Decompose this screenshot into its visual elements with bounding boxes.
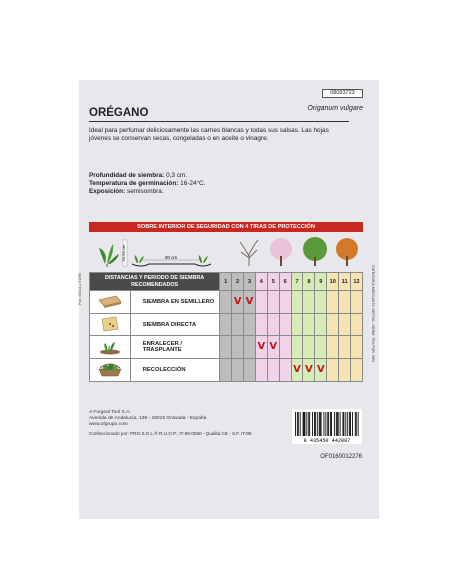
winter-tree-icon (240, 240, 258, 266)
month-header: 11 (339, 273, 351, 291)
month-cell (244, 359, 256, 382)
month-cell (291, 314, 303, 336)
month-cell (279, 291, 291, 314)
month-header: 6 (279, 273, 291, 291)
basket-icon (90, 359, 131, 382)
table-row (90, 359, 363, 382)
batch-code: OF0160012276 (320, 454, 362, 460)
month-header: 10 (327, 273, 339, 291)
month-cell (244, 314, 256, 336)
month-cell (303, 291, 315, 314)
month-header: 7 (291, 273, 303, 291)
exposure-row (89, 188, 349, 196)
month-cell (220, 336, 232, 359)
description: Ideal para perfumar deliciosamente las carnes blancas y todas sus salsas. Las hojas jóvenes se conservan secas, congeladas o en aceite o vinagre. (89, 127, 329, 143)
table-row (90, 314, 363, 336)
month-cell (327, 314, 339, 336)
product-code: 08093723 (322, 89, 363, 98)
company-website: www.ofgrupo.com (89, 422, 128, 427)
month-cell (315, 291, 327, 314)
summer-tree-icon (303, 237, 327, 266)
month-cell (232, 291, 244, 314)
check-icon: V (293, 364, 301, 375)
month-cell (351, 314, 363, 336)
temp-row (89, 180, 349, 188)
row-label: SIEMBRA DIRECTA (130, 314, 220, 336)
depth-row (89, 172, 349, 180)
month-cell (232, 359, 244, 382)
month-cell (315, 314, 327, 336)
month-cell (220, 359, 232, 382)
spacing-row: 20 cm (164, 255, 178, 260)
seed-packet-icon (90, 314, 131, 336)
spacing-col: 50-60 cm (121, 244, 126, 262)
month-cell (255, 336, 267, 359)
month-header: 3 (244, 273, 256, 291)
autumn-tree-icon (336, 238, 358, 266)
barcode (292, 409, 362, 444)
seed-packet-back (79, 80, 379, 519)
month-cell (267, 314, 279, 336)
month-cell (279, 336, 291, 359)
depth-label: Profundidad de siembra: (89, 172, 165, 179)
month-cell (232, 314, 244, 336)
table-header: DISTANCIAS Y PERIODO DE SIEMBRA RECOMENDADOS (90, 273, 220, 291)
spacing-diagram (97, 236, 219, 270)
security-band: SOBRE INTERIOR DE SEGURIDAD CON 4 TIRAS DE PROTECCIÓN (89, 222, 363, 232)
month-cell (232, 336, 244, 359)
month-cell (303, 314, 315, 336)
company-address: Avenida de Andalucía, 139 - 18015 Granada - España (89, 416, 207, 421)
side-text-left: Pub. 08024-LITORE (78, 272, 82, 305)
month-cell (279, 314, 291, 336)
sowing-calendar (89, 272, 363, 382)
month-header: 2 (232, 273, 244, 291)
seedling-icon (90, 336, 131, 359)
plant-icon (99, 244, 119, 267)
month-cell (315, 359, 327, 382)
month-cell (220, 314, 232, 336)
month-cell (255, 314, 267, 336)
month-cell (339, 314, 351, 336)
month-cell (327, 336, 339, 359)
temp-value: 16-24°C. (180, 180, 206, 187)
check-icon: V (305, 364, 313, 375)
barcode-number: 8 435450 442087 (303, 438, 351, 444)
month-cell (351, 359, 363, 382)
month-cell (267, 359, 279, 382)
month-cell (255, 291, 267, 314)
month-cell (351, 291, 363, 314)
month-cell (339, 291, 351, 314)
side-text-right: CATEGORÍA MERCANTIL ORTIVA - GERM. 75% PUR. 98% (371, 265, 375, 363)
company-name: A Forgeal Tool S.A. (89, 410, 131, 415)
month-header: 8 (303, 273, 315, 291)
depth-value: 0,3 cm. (166, 172, 188, 179)
month-cell (255, 359, 267, 382)
temp-label: Temperatura de germinación: (89, 180, 179, 187)
check-icon: V (269, 341, 278, 352)
month-cell (327, 291, 339, 314)
month-header: 12 (351, 273, 363, 291)
check-icon: V (316, 364, 325, 375)
spring-tree-icon (270, 238, 292, 266)
month-header: 1 (220, 273, 232, 291)
check-icon: V (233, 296, 242, 307)
specs (89, 172, 349, 196)
check-icon: V (257, 341, 266, 352)
check-icon: V (245, 296, 254, 307)
seasons-trees (231, 236, 361, 268)
month-cell (244, 291, 256, 314)
month-cell (244, 336, 256, 359)
packaging-info: Confeccionado por: PRO.S.O.L.® R.U.O.P.: IT-08-0050 - Qualità CE - S.F. IT/08 (89, 431, 252, 436)
seed-tray-icon (90, 291, 131, 314)
exposure-label: Exposición: (89, 188, 126, 195)
row-label: RECOLECCIÓN (130, 359, 220, 382)
exposure-value: semisombra. (127, 188, 164, 195)
table-header-row (90, 273, 363, 291)
month-cell (327, 359, 339, 382)
scientific-name: Origanum vulgare (307, 105, 363, 112)
month-cell (303, 359, 315, 382)
month-cell (279, 359, 291, 382)
month-cell (291, 359, 303, 382)
row-label: ENRALECER / TRASPLANTE (130, 336, 220, 359)
month-cell (303, 336, 315, 359)
month-cell (291, 336, 303, 359)
month-cell (291, 291, 303, 314)
month-cell (351, 336, 363, 359)
table-row (90, 291, 363, 314)
row-label: SIEMBRA EN SEMILLERO (130, 291, 220, 314)
month-cell (315, 336, 327, 359)
month-header: 9 (315, 273, 327, 291)
month-cell (267, 336, 279, 359)
month-header: 4 (255, 273, 267, 291)
page-title: ORÉGANO (89, 107, 349, 122)
month-cell (267, 291, 279, 314)
month-cell (339, 336, 351, 359)
month-cell (339, 359, 351, 382)
calendar-rows (90, 291, 363, 382)
month-header: 5 (267, 273, 279, 291)
table-row (90, 336, 363, 359)
month-cell (220, 291, 232, 314)
company-info (89, 410, 259, 428)
